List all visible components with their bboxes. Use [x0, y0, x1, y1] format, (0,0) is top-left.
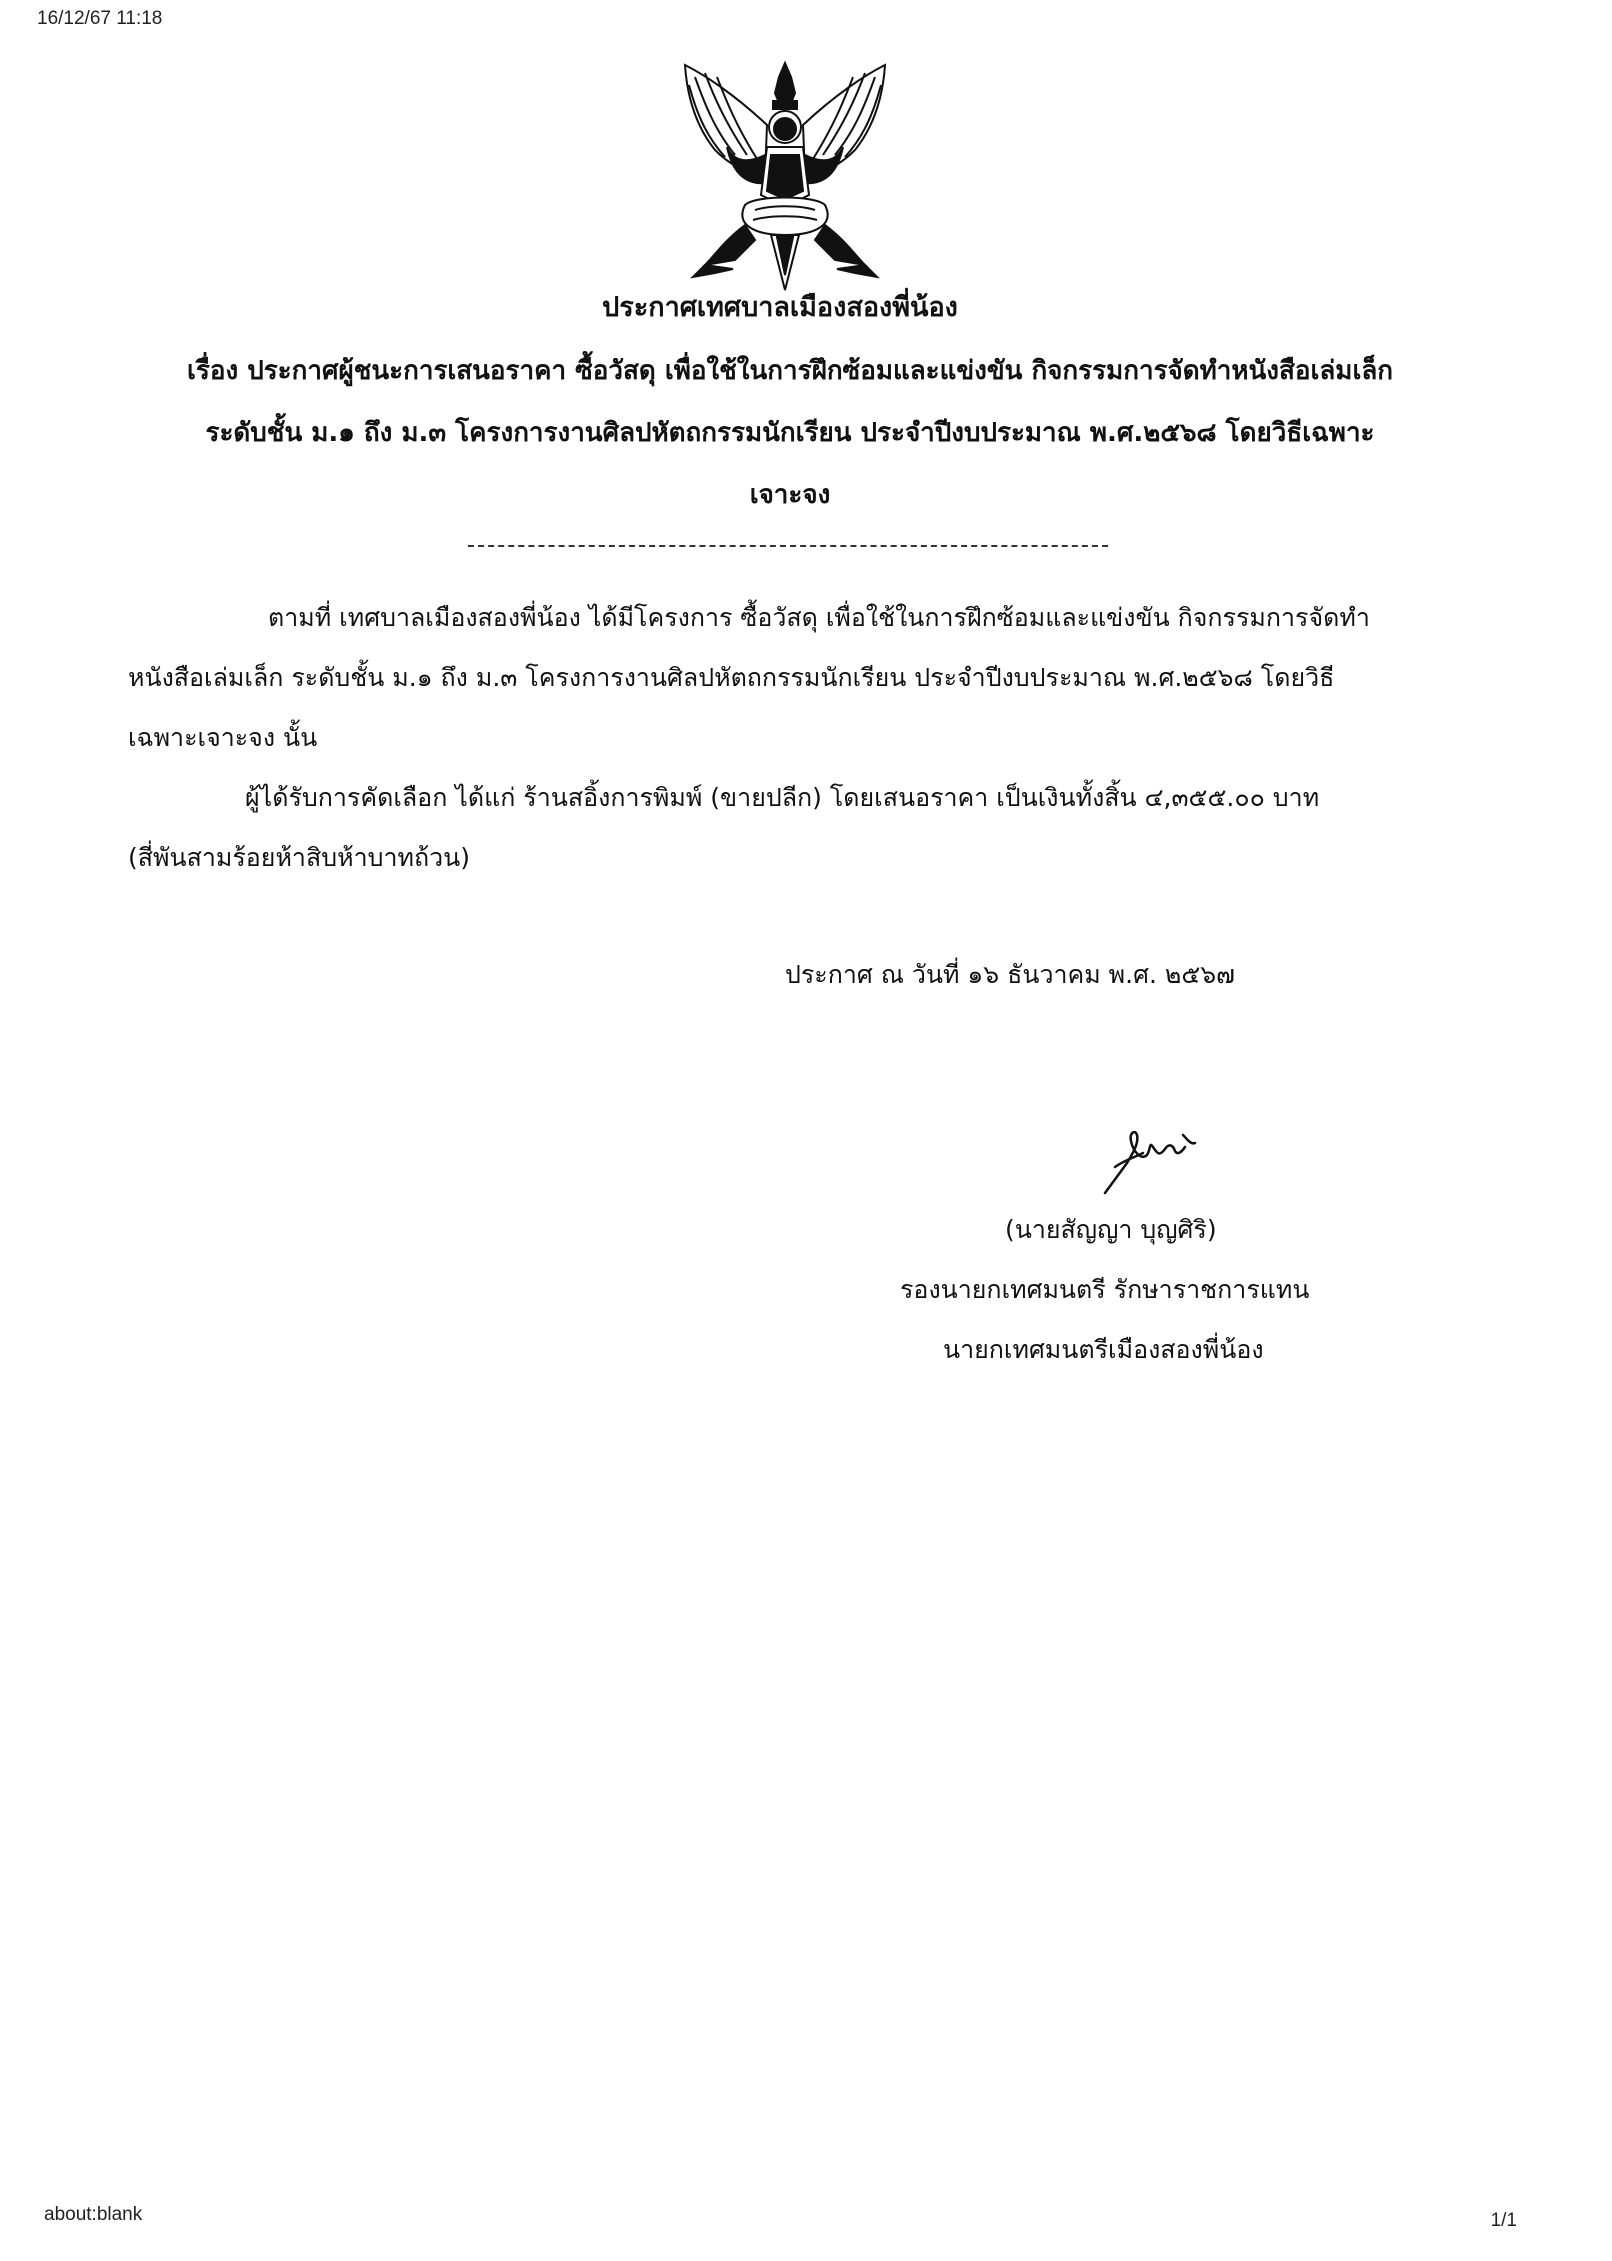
divider — [468, 545, 1108, 547]
subject-line-2: ระดับชั้น ม.๑ ถึง ม.๓ โครงการงานศิลปหัตถกรรมนักเรียน ประจำปีงบประมาณ พ.ศ.๒๕๖๘ โดยวิธีเฉพาะ — [205, 418, 1375, 448]
garuda-emblem-icon — [675, 55, 895, 295]
print-page-number: 1/1 — [1490, 2210, 1517, 2231]
paragraph-1-line-2: หนังสือเล่มเล็ก ระดับชั้น ม.๑ ถึง ม.๓ โครงการงานศิลปหัตถกรรมนักเรียน ประจำปีงบประมาณ พ.ศ.๒๕๖๘ โดยวิธี — [128, 663, 1335, 692]
paragraph-2-line-1: ผู้ได้รับการคัดเลือก ได้แก่ ร้านสอิ้งการพิมพ์ (ขายปลีก) โดยเสนอราคา เป็นเงินทั้งสิ้น ๔,๓๕๕.๐๐ บาท — [245, 783, 1320, 812]
paragraph-1-line-3: เฉพาะเจาะจง นั้น — [128, 723, 318, 752]
signatory-position-1: รองนายกเทศมนตรี รักษาราชการแทน — [900, 1275, 1310, 1304]
paragraph-1-line-1: ตามที่ เทศบาลเมืองสองพี่น้อง ได้มีโครงการ ซื้อวัสดุ เพื่อใช้ในการฝึกซ้อมและแข่งขัน กิจกรรมการจัดทำ — [268, 603, 1370, 632]
paragraph-2-line-2: (สี่พันสามร้อยห้าสิบห้าบาทถ้วน) — [128, 843, 471, 872]
announcement-title: ประกาศเทศบาลเมืองสองพี่น้อง — [602, 292, 958, 323]
announcement-date: ประกาศ ณ วันที่ ๑๖ ธันวาคม พ.ศ. ๒๕๖๗ — [785, 960, 1235, 989]
print-datetime: 16/12/67 11:18 — [37, 8, 163, 29]
signatory-name: (นายสัญญา บุญศิริ) — [1005, 1215, 1217, 1244]
subject-line-1: เรื่อง ประกาศผู้ชนะการเสนอราคา ซื้อวัสดุ เพื่อใช้ในการฝึกซ้อมและแข่งขัน กิจกรรมการจัดทำหนังสือเล่มเล็ก — [186, 356, 1394, 386]
print-url: about:blank — [44, 2204, 143, 2225]
signatory-position-2: นายกเทศมนตรีเมืองสองพี่น้อง — [943, 1335, 1264, 1364]
signature — [1095, 1105, 1205, 1200]
subject-line-3: เจาะจง — [749, 480, 831, 510]
